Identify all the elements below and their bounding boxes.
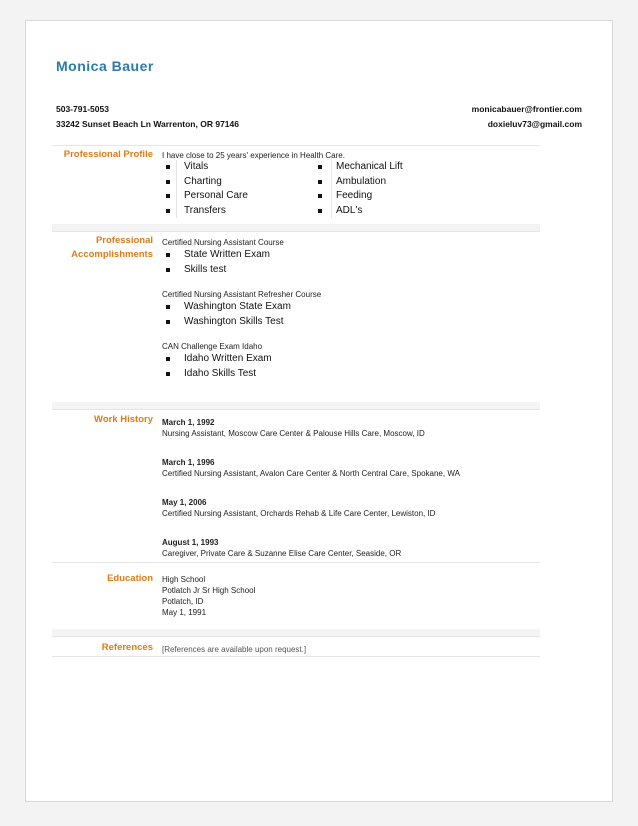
bullet-icon	[166, 180, 170, 184]
job-description: Certified Nursing Assistant, Orchards Rehab & Life Care Center, Lewiston, ID	[162, 509, 436, 518]
bullet-icon	[166, 357, 170, 361]
bullet-icon	[318, 165, 322, 169]
bullet-icon	[166, 305, 170, 309]
work-history-list	[162, 417, 532, 559]
resume-page	[25, 20, 613, 802]
section-divider	[52, 629, 540, 636]
course-heading: Certified Nursing Assistant Refresher Course	[162, 290, 322, 299]
phone-number: 503-791-5053	[56, 104, 109, 114]
section-divider	[52, 656, 540, 657]
job-date: August 1, 1993	[162, 538, 219, 547]
list-item: Personal Care	[162, 189, 322, 204]
education-details	[162, 574, 255, 618]
job-description: Nursing Assistant, Moscow Care Center & Palouse Hills Care, Moscow, ID	[162, 429, 425, 438]
list-item: Washington Skills Test	[162, 315, 522, 330]
section-divider	[52, 145, 540, 146]
bullet-icon	[318, 194, 322, 198]
section-divider	[52, 636, 540, 637]
job-description: Caregiver, Private Care & Suzanne Elise Care Center, Seaside, OR	[162, 549, 402, 558]
job-date: March 1, 1992	[162, 418, 215, 427]
course-heading: CAN Challenge Exam Idaho	[162, 342, 263, 351]
section-divider	[52, 224, 540, 231]
column-divider	[176, 160, 177, 218]
section-divider	[52, 562, 540, 563]
education-line: Potlatch, ID	[162, 597, 204, 606]
email-primary: monicabauer@frontier.com	[471, 104, 582, 114]
education-line: High School	[162, 575, 206, 584]
bullet-icon	[166, 268, 170, 272]
profile-skills-right	[314, 160, 474, 218]
list-item: Charting	[162, 175, 322, 190]
bullet-icon	[166, 194, 170, 198]
list-item: Vitals	[162, 160, 322, 175]
section-divider	[52, 409, 540, 410]
list-item: Feeding	[314, 189, 474, 204]
section-title-accomplishments: Professional Accomplishments	[71, 235, 153, 260]
list-item: Idaho Written Exam	[162, 352, 522, 367]
street-address: 33242 Sunset Beach Ln Warrenton, OR 97146	[56, 119, 239, 129]
list-item: Idaho Skills Test	[162, 367, 522, 382]
job-date: May 1, 2006	[162, 498, 207, 507]
list-item: Ambulation	[314, 175, 474, 190]
education-line: May 1, 1991	[162, 608, 207, 617]
section-title-education: Education	[107, 573, 153, 584]
list-item: Mechanical Lift	[314, 160, 474, 175]
accomplishments-list	[162, 237, 522, 381]
bullet-icon	[318, 180, 322, 184]
list-item: Skills test	[162, 263, 522, 278]
list-item: State Written Exam	[162, 248, 522, 263]
job-description: Certified Nursing Assistant, Avalon Care Center & North Central Care, Spokane, WA	[162, 469, 460, 478]
list-item: ADL's	[314, 204, 474, 219]
bullet-icon	[166, 320, 170, 324]
profile-skills-left	[162, 160, 322, 218]
bullet-icon	[166, 372, 170, 376]
applicant-name: Monica Bauer	[56, 58, 154, 74]
section-title-references: References	[101, 642, 153, 653]
section-divider	[52, 231, 540, 232]
section-title-profile: Professional Profile	[63, 149, 153, 160]
bullet-icon	[166, 209, 170, 213]
section-divider	[52, 402, 540, 409]
bullet-icon	[318, 209, 322, 213]
education-line: Potlatch Jr Sr High School	[162, 586, 256, 595]
bullet-icon	[166, 253, 170, 257]
list-item: Washington State Exam	[162, 300, 522, 315]
job-date: March 1, 1996	[162, 458, 215, 467]
list-item: Transfers	[162, 204, 322, 219]
course-heading: Certified Nursing Assistant Course	[162, 238, 284, 247]
profile-intro: I have close to 25 years' experience in Health Care.	[162, 151, 345, 160]
bullet-icon	[166, 165, 170, 169]
email-secondary: doxieluv73@gmail.com	[487, 119, 582, 129]
section-title-work: Work History	[94, 414, 153, 425]
references-note: [References are available upon request.]	[162, 645, 307, 654]
column-divider	[331, 160, 332, 218]
